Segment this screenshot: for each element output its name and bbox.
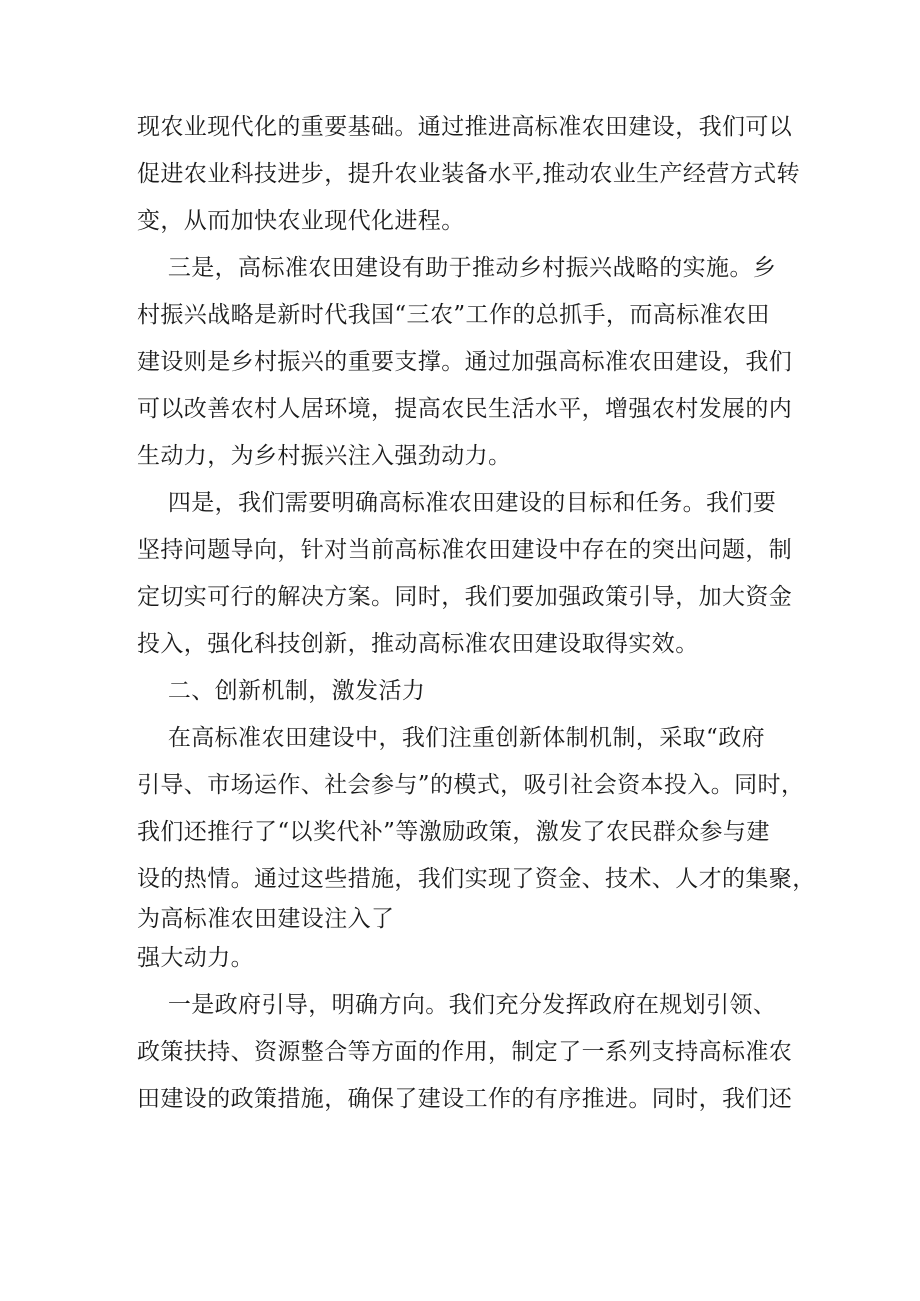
text-line: 我们还推行了“以奖代补”等激励政策，激发了农民群众参与建 <box>137 819 770 845</box>
text-line: 引导、市场运作、社会参与”的模式，吸引社会资本投入。同时， <box>137 772 805 798</box>
text-line: 村振兴战略是新时代我国“三农”工作的总抓手，而高标准农田 <box>137 302 770 328</box>
text-line: 可以改善农村人居环境，提高农民生活水平，增强农村发展的内 <box>137 396 793 422</box>
text-line: 三是，高标准农田建设有助于推动乡村振兴战略的实施。乡 <box>137 255 777 281</box>
text-line: 为高标准农田建设注入了 <box>137 906 395 932</box>
text-line: 定切实可行的解决方案。同时，我们要加强政策引导，加大资金 <box>137 584 793 610</box>
text-line: 政策扶持、资源整合等方面的作用，制定了一系列支持高标准农 <box>137 1039 793 1065</box>
text-line: 现农业现代化的重要基础。通过推进高标准农田建设，我们可以 <box>137 114 793 140</box>
text-line: 四是，我们需要明确高标准农田建设的目标和任务。我们要 <box>137 490 777 516</box>
document-body <box>137 104 816 1123</box>
text-line: 在高标准农田建设中，我们注重创新体制机制，采取“政府 <box>137 725 766 751</box>
text-line: 设的热情。通过这些措施，我们实现了资金、技术、人才的集聚， <box>137 866 816 892</box>
text-line: 投入，强化科技创新，推动高标准农田建设取得实效。 <box>137 631 699 657</box>
text-line: 促进农业科技进步，提升农业装备水平,推动农业生产经营方式转 <box>137 161 800 187</box>
text-line: 田建设的政策措施，确保了建设工作的有序推进。同时，我们还 <box>137 1086 793 1112</box>
text-line: 坚持问题导向，针对当前高标准农田建设中存在的突出问题，制 <box>137 537 793 563</box>
text-line: 一是政府引导，明确方向。我们充分发挥政府在规划引领、 <box>137 992 777 1018</box>
section-heading: 二、创新机制，激发活力 <box>137 678 426 704</box>
text-line: 生动力，为乡村振兴注入强劲动力。 <box>137 443 512 469</box>
text-line: 强大动力。 <box>137 945 254 971</box>
text-line: 变，从而加快农业现代化进程。 <box>137 208 465 234</box>
text-line: 建设则是乡村振兴的重要支撑。通过加强高标准农田建设，我们 <box>137 349 793 375</box>
